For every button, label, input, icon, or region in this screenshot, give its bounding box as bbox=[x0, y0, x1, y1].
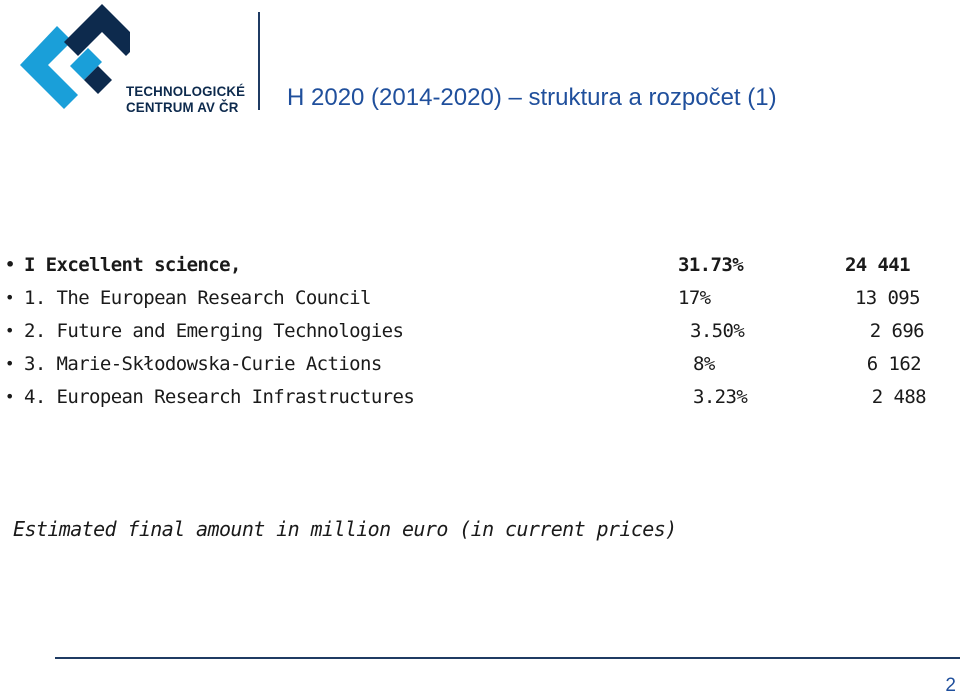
footnote: Estimated final amount in million euro (in current prices) bbox=[13, 517, 677, 541]
budget-share: 3.23% bbox=[693, 386, 748, 408]
budget-share: 3.50% bbox=[690, 320, 745, 342]
budget-row-infrastructures bbox=[0, 382, 960, 412]
budget-label: 4. European Research Infrastructures bbox=[24, 386, 415, 408]
bullet-icon: • bbox=[5, 288, 15, 307]
budget-share: 8% bbox=[693, 353, 715, 375]
budget-row-erc bbox=[0, 283, 960, 313]
budget-row-msca bbox=[0, 349, 960, 379]
page-number: 2 bbox=[945, 675, 956, 696]
budget-amount: 13 095 bbox=[854, 287, 920, 309]
budget-label: 3. Marie-Skłodowska-Curie Actions bbox=[24, 353, 382, 375]
logo-text-line1: TECHNOLOGICKÉ bbox=[126, 83, 246, 99]
budget-amount: 6 162 bbox=[866, 353, 921, 375]
technologicke-centrum-logo bbox=[20, 4, 244, 120]
slide-title: H 2020 (2014-2020) – struktura a rozpočet (1) bbox=[287, 84, 777, 111]
bullet-icon: • bbox=[5, 387, 15, 406]
bullet-icon: • bbox=[5, 255, 16, 274]
budget-row-excellent-science bbox=[0, 250, 960, 280]
logo-text-line2: CENTRUM AV ČR bbox=[126, 99, 239, 115]
budget-row-fet bbox=[0, 316, 960, 346]
budget-label: 1. The European Research Council bbox=[24, 287, 371, 309]
header-divider bbox=[258, 12, 260, 110]
budget-amount: 2 488 bbox=[871, 386, 926, 408]
budget-share: 31.73% bbox=[678, 254, 744, 276]
bullet-icon: • bbox=[5, 321, 15, 340]
budget-amount: 2 696 bbox=[869, 320, 924, 342]
budget-label: 2. Future and Emerging Technologies bbox=[24, 320, 404, 342]
budget-share: 17% bbox=[678, 287, 711, 309]
bullet-icon: • bbox=[5, 354, 15, 373]
budget-label: I Excellent science, bbox=[24, 254, 241, 276]
budget-amount: 24 441 bbox=[844, 254, 910, 276]
logo-mark-icon bbox=[20, 4, 130, 120]
footer-divider bbox=[55, 657, 960, 659]
